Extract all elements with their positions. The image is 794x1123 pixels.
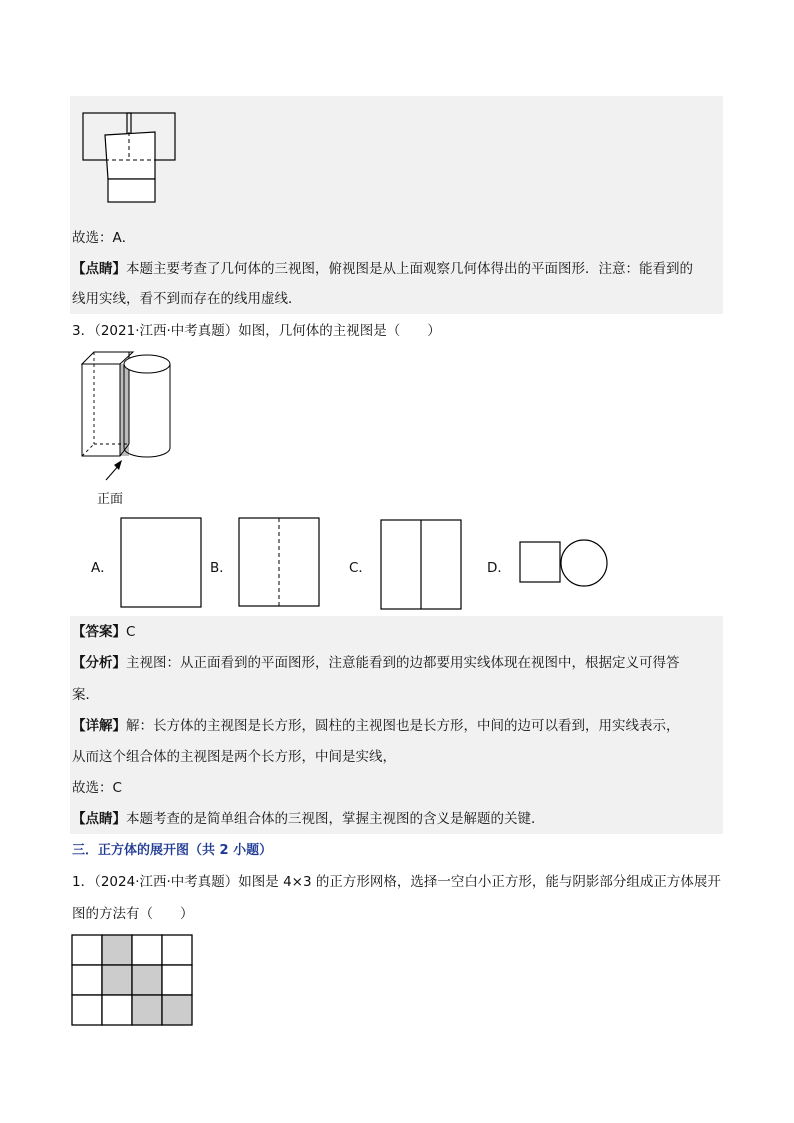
top-view-figure — [80, 112, 180, 207]
grid-cell-empty — [162, 935, 192, 965]
conclusion-c: 故选：C — [72, 780, 122, 796]
analysis-tag: 【分析】 — [72, 655, 126, 671]
option-b-label: B． — [210, 560, 233, 576]
front-label: 正面 — [97, 492, 124, 507]
q3-point-line — [72, 810, 545, 828]
answer-value: C — [126, 624, 136, 640]
point-line-2: 线用实线，看不到而存在的线用虚线． — [72, 291, 302, 307]
option-b-figure — [238, 517, 322, 609]
detail-line-2: 从而这个组合体的主视图是两个长方形，中间是实线， — [72, 749, 396, 765]
cuboid-front — [82, 364, 120, 456]
q3-number: 3． — [72, 323, 95, 339]
q3-stem-text: 如图，几何体的主视图是（ ） — [238, 323, 441, 339]
answer-line — [72, 623, 135, 641]
option-c-label: C． — [349, 560, 372, 576]
grid-cell-shaded — [162, 995, 192, 1025]
option-d-label: D． — [487, 560, 511, 576]
q1-stem-text-1: 如图是 4×3 的正方形网格，选择一空白小正方形，能与阴影部分组成正方体展开 — [238, 874, 721, 890]
q3-point-tag: 【点睛】 — [72, 811, 126, 827]
detail-text-1: 解：长方体的主视图是长方形，圆柱的主视图也是长方形，中间的边可以看到，用实线表示， — [126, 718, 680, 734]
point-line-1 — [72, 260, 693, 278]
grid-cell-shaded — [102, 965, 132, 995]
top-view-center-rect — [105, 132, 155, 179]
q1-number: 1． — [72, 874, 95, 890]
top-view-bottom-rect — [108, 179, 155, 202]
grid-cell-empty — [72, 995, 102, 1025]
q1-source: （2024·江西·中考真题） — [94, 874, 239, 890]
solid-figure — [78, 352, 188, 502]
q3-stem — [72, 322, 441, 340]
square-grid-figure — [71, 934, 197, 1028]
grid-cell-empty — [102, 995, 132, 1025]
analysis-text-1: 主视图：从正面看到的平面图形，注意能看到的边都要用实线体现在视图中，根据定义可得答 — [126, 655, 680, 671]
grid-cell-empty — [72, 965, 102, 995]
analysis-line-2: 案． — [72, 687, 99, 703]
grid-cell-shaded — [102, 935, 132, 965]
option-a-figure — [120, 517, 204, 609]
conclusion-a: 故选：A． — [72, 230, 136, 246]
grid-cell-shaded — [132, 965, 162, 995]
grid-cell-shaded — [132, 995, 162, 1025]
analysis-line-1 — [72, 654, 680, 672]
grid-cell-empty — [132, 935, 162, 965]
point-text-1: 本题主要考查了几何体的三视图，俯视图是从上面观察几何体得出的平面图形．注意：能看到的 — [126, 261, 693, 277]
grid-cell-empty — [162, 965, 192, 995]
cylinder-top — [124, 355, 170, 373]
option-c-figure — [380, 519, 464, 611]
detail-line-1 — [72, 717, 680, 735]
point-tag: 【点睛】 — [72, 261, 126, 277]
front-arrow-head — [114, 460, 122, 470]
section-heading: 三．正方体的展开图（共 2 小题） — [72, 843, 273, 858]
grid-cell-empty — [72, 935, 102, 965]
answer-tag: 【答案】 — [72, 624, 126, 640]
option-a-label: A． — [91, 560, 114, 576]
option-d-figure — [519, 540, 611, 590]
detail-tag: 【详解】 — [72, 718, 126, 734]
q3-point-text: 本题考查的是简单组合体的三视图，掌握主视图的含义是解题的关键． — [126, 811, 545, 827]
q1-stem-line-1 — [72, 873, 721, 891]
q1-stem-line-2: 图的方法有（ ） — [72, 906, 194, 922]
q3-source: （2021·江西·中考真题） — [94, 323, 239, 339]
cylinder-bottom — [124, 448, 170, 457]
